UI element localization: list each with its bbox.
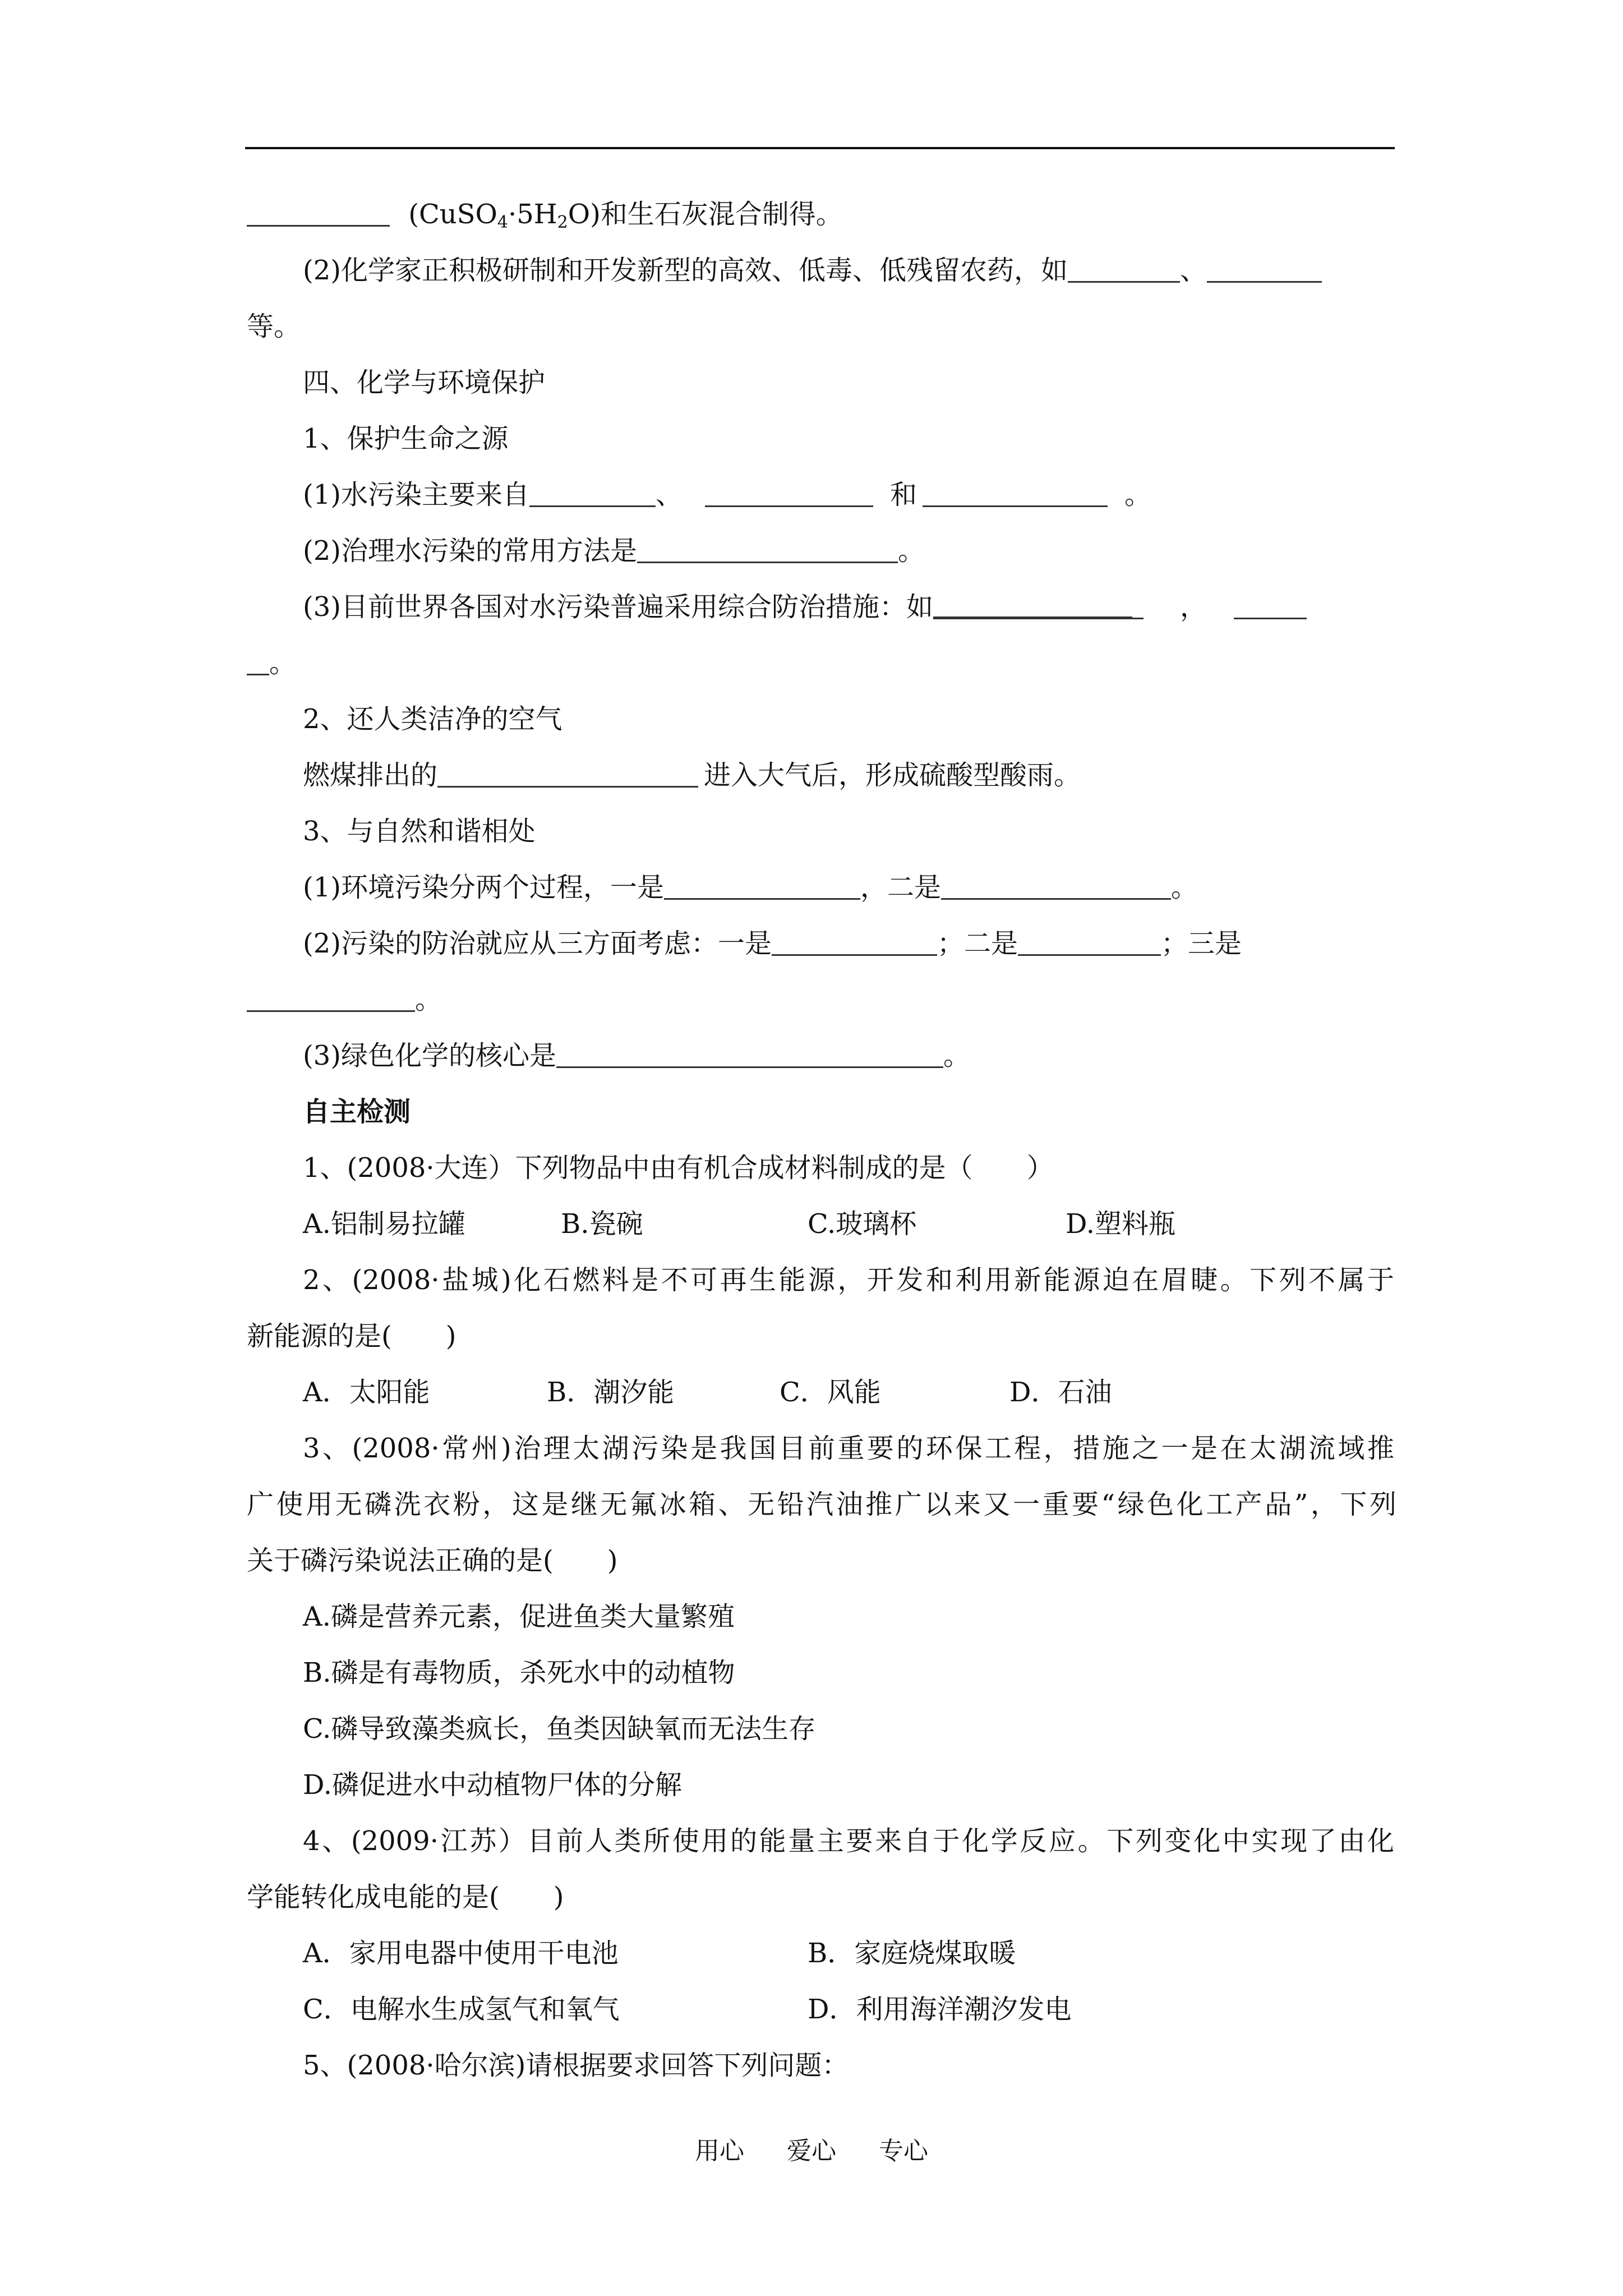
line-text: 。 bbox=[898, 535, 925, 567]
line-text: 。 bbox=[943, 1040, 971, 1071]
answer-blank bbox=[664, 869, 860, 900]
line-text: 。 bbox=[415, 984, 442, 1015]
question-stem bbox=[303, 1420, 1394, 1476]
line-text: ；二是 bbox=[937, 928, 1018, 959]
line-text: (1)环境污染分两个过程，一是 bbox=[303, 872, 664, 903]
answer-blank bbox=[247, 196, 390, 227]
option-a bbox=[303, 1589, 735, 1645]
footer-text: 爱心 bbox=[787, 2137, 836, 2165]
options-row bbox=[0, 1196, 1623, 1252]
option-d: D.塑料瓶 bbox=[1066, 1208, 1176, 1240]
line-text: 5、(2008·哈尔滨)请根据要求回答下列问题： bbox=[303, 2050, 849, 2081]
answer-blank bbox=[705, 476, 873, 507]
option-a: A．家用电器中使用干电池 bbox=[303, 1938, 619, 1969]
option-text: D.磷促进水中动植物尸体的分解 bbox=[303, 1769, 683, 1801]
line-text: ， bbox=[1180, 591, 1207, 623]
option-b: B．家庭烧煤取暖 bbox=[808, 1938, 1016, 1969]
answer-blank bbox=[941, 869, 1171, 900]
answer-blank bbox=[247, 645, 269, 675]
line-text: 广使用无磷洗衣粉，这是继无氟冰箱、无铅汽油推广以来又一重要“绿色化工产品”，下列 bbox=[247, 1489, 1396, 1520]
option-d bbox=[303, 1757, 682, 1813]
text-line bbox=[303, 579, 1307, 635]
line-text: ，二是 bbox=[860, 872, 942, 903]
option-b: B.瓷碗 bbox=[561, 1208, 643, 1240]
answer-blank bbox=[556, 1037, 943, 1068]
line-text: 自主检测 bbox=[303, 1096, 411, 1128]
text-line bbox=[247, 186, 843, 242]
question-stem bbox=[303, 1140, 1054, 1196]
answer-blank bbox=[1068, 252, 1180, 283]
line-text: 3、(2008·常州)治理太湖污染是我国目前重要的环保工程，措施之一是在太湖流域推 bbox=[303, 1433, 1394, 1464]
footer-text: 专心 bbox=[879, 2137, 928, 2165]
option-c bbox=[303, 1701, 815, 1757]
text-line bbox=[303, 467, 1151, 523]
option-c: C.玻璃杯 bbox=[808, 1208, 917, 1240]
option-b: B．潮汐能 bbox=[547, 1377, 675, 1408]
line-text: (3)绿色化学的核心是 bbox=[303, 1040, 556, 1071]
line-text: 4、(2009·江苏）目前人类所使用的能量主要来自于化学反应。下列变化中实现了由化 bbox=[303, 1825, 1394, 1857]
line-text: 2、还人类洁净的空气 bbox=[303, 703, 562, 735]
option-text: A.磷是营养元素，促进鱼类大量繁殖 bbox=[303, 1601, 735, 1632]
option-text: C.磷导致藻类疯长，鱼类因缺氧而无法生存 bbox=[303, 1713, 816, 1745]
text-line bbox=[303, 859, 1198, 915]
question-stem bbox=[247, 1869, 564, 1925]
formula-text: (CuSO bbox=[408, 199, 497, 230]
question-stem bbox=[303, 2037, 849, 2093]
answer-blank bbox=[247, 981, 415, 1012]
line-text: 学能转化成电能的是( ) bbox=[247, 1881, 564, 1913]
line-text: 、 bbox=[1180, 255, 1207, 286]
line-text: (3)目前世界各国对水污染普遍采用综合防治措施：如 bbox=[303, 591, 933, 623]
answer-blank bbox=[772, 925, 937, 956]
subsection-heading bbox=[303, 803, 536, 859]
formula-text: O)和生石灰混合制得。 bbox=[568, 199, 843, 230]
options-row bbox=[0, 1981, 1623, 2037]
line-text: 等。 bbox=[247, 311, 301, 342]
options-row bbox=[0, 1925, 1623, 1981]
answer-blank bbox=[1207, 252, 1322, 283]
line-text: 。 bbox=[1124, 479, 1152, 510]
subsection-heading bbox=[303, 691, 562, 747]
question-stem bbox=[247, 1308, 456, 1364]
line-text: 和 bbox=[890, 479, 917, 510]
line-text: (1)水污染主要来自 bbox=[303, 479, 529, 510]
line-text: 2、(2008·盐城)化石燃料是不可再生能源，开发和利用新能源迫在眉睫。下列不属于 bbox=[303, 1264, 1394, 1296]
formula-text: ·5H bbox=[508, 199, 557, 230]
line-text: (2)化学家正积极研制和开发新型的高效、低毒、低残留农药，如 bbox=[303, 255, 1068, 286]
line-text: 。 bbox=[269, 647, 297, 679]
question-stem bbox=[303, 1252, 1394, 1308]
question-stem bbox=[247, 1533, 617, 1589]
answer-blank bbox=[1234, 588, 1307, 619]
line-text: 1、(2008·大连）下列物品中由有机合成材料制成的是（ ） bbox=[303, 1152, 1054, 1184]
text-line bbox=[303, 242, 1322, 298]
line-text: ；三是 bbox=[1161, 928, 1242, 959]
subsection-heading bbox=[303, 411, 509, 467]
option-c: C．风能 bbox=[780, 1377, 881, 1408]
line-text: (2)治理水污染的常用方法是 bbox=[303, 535, 637, 567]
line-text: (2)污染的防治就应从三方面考虑：一是 bbox=[303, 928, 772, 959]
text-line bbox=[303, 523, 925, 579]
text-line bbox=[303, 1028, 970, 1084]
question-stem bbox=[303, 1813, 1394, 1869]
question-stem bbox=[247, 1476, 1396, 1533]
answer-blank bbox=[933, 587, 1132, 619]
line-text: 1、保护生命之源 bbox=[303, 423, 509, 454]
text-line bbox=[247, 972, 442, 1028]
line-text: 进入大气后，形成硫酸型酸雨。 bbox=[704, 760, 1081, 791]
text-line bbox=[247, 635, 296, 691]
answer-blank bbox=[1132, 588, 1144, 619]
answer-blank bbox=[1018, 925, 1161, 956]
line-text: 。 bbox=[1171, 872, 1198, 903]
text-line bbox=[247, 298, 301, 355]
answer-blank bbox=[637, 532, 898, 563]
header-rule bbox=[245, 147, 1395, 149]
answer-blank bbox=[529, 476, 656, 507]
text-line bbox=[303, 747, 1081, 803]
option-a: A．太阳能 bbox=[303, 1377, 430, 1408]
line-text: 3、与自然和谐相处 bbox=[303, 816, 536, 847]
page-footer bbox=[0, 2134, 1623, 2168]
answer-blank bbox=[923, 476, 1108, 507]
answer-blank bbox=[437, 757, 698, 788]
line-text: 燃煤排出的 bbox=[303, 760, 438, 791]
line-text: 四、化学与环境保护 bbox=[303, 367, 546, 398]
formula-subscript: 4 bbox=[497, 213, 508, 232]
option-b bbox=[303, 1645, 735, 1701]
line-text: 关于磷污染说法正确的是( ) bbox=[247, 1545, 618, 1576]
formula-subscript: 2 bbox=[557, 213, 568, 232]
option-text: B.磷是有毒物质，杀死水中的动植物 bbox=[303, 1657, 735, 1688]
line-text: 、 bbox=[656, 479, 683, 510]
option-d: D．利用海洋潮汐发电 bbox=[808, 1994, 1072, 2025]
option-d: D．石油 bbox=[1009, 1377, 1112, 1408]
options-row bbox=[0, 1364, 1623, 1420]
section-title bbox=[303, 1084, 411, 1140]
footer-text: 用心 bbox=[695, 2137, 744, 2165]
text-line bbox=[303, 915, 1242, 972]
section-heading bbox=[303, 355, 545, 411]
line-text: 新能源的是( ) bbox=[247, 1320, 457, 1352]
option-a: A.铝制易拉罐 bbox=[303, 1208, 465, 1240]
option-c: C．电解水生成氢气和氧气 bbox=[303, 1994, 620, 2025]
